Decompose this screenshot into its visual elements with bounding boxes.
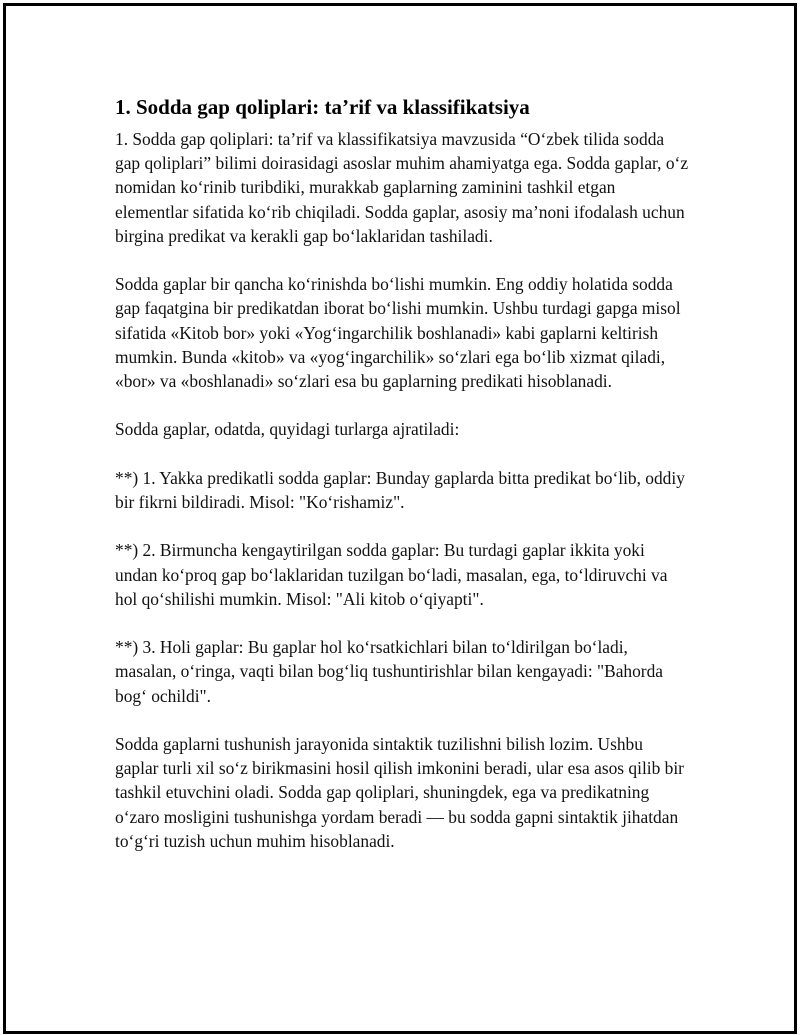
document-body	[115, 93, 690, 877]
list-item-type-2: **) 2. Birmuncha kengaytirilgan sodda gaplar: Bu turdagi gaplar ikkita yoki undan ko‘proq gap bo‘laklaridan tuzilgan bo‘ladi, masalan, ega, to‘ldiruvchi va hol qo‘shilishi mumkin. Misol: "Ali kitob o‘qiyapti".	[115, 540, 668, 609]
section-heading: 1. Sodda gap qoliplari: ta’rif va klassifikatsiya	[115, 95, 530, 119]
list-item-type-1: **) 1. Yakka predikatli sodda gaplar: Bunday gaplarda bitta predikat bo‘lib, oddiy bir fikrni bildiradi. Misol: "Ko‘rishamiz".	[115, 467, 685, 512]
paragraph-types-intro: Sodda gaplar, odatda, quyidagi turlarga ajratiladi:	[115, 419, 460, 440]
paragraph-conclusion: Sodda gaplarni tushunish jarayonida sintaktik tuzilishni bilish lozim. Ushbu gaplar turli xil so‘z birikmasini hosil qilish imkonini beradi, ular esa asos qilib bir tashkil etuvchini oladi. Sodda gap qoliplari, shuningdek, ega va predikatning o‘zaro mosligini tushunishga yordam beradi — bu sodda gapni sintaktik jihatdan to‘g‘ri tuzish uchun muhim hisoblanadi.	[115, 733, 684, 851]
paragraph-intro: 1. Sodda gap qoliplari: ta’rif va klassifikatsiya mavzusida “O‘zbek tilida sodda gap qoliplari” bilimi doirasidagi asoslar muhim ahamiyatga ega. Sodda gaplar, o‘z nomidan ko‘rinib turibdiki, murakkab gaplarning zaminini tashkil etgan elementlar sifatida ko‘rib chiqiladi. Sodda gaplar, asosiy ma’noni ifodalash uchun birgina predikat va kerakli gap bo‘laklaridan tashiladi.	[115, 129, 689, 246]
paragraph-forms: Sodda gaplar bir qancha ko‘rinishda bo‘lishi mumkin. Eng oddiy holatida sodda gap faqatgina bir predikatdan iborat bo‘lishi mumkin. Ushbu turdagi gapga misol sifatida «Kitob bor» yoki «Yog‘ingarchilik boshlanadi» kabi gaplarni keltirish mumkin. Bunda «kitob» va «yog‘ingarchilik» so‘zlari ega bo‘lib xizmat qiladi, «bor» va «boshlanadi» so‘zlari esa bu gaplarning predikati hisoblanadi.	[115, 274, 681, 392]
list-item-type-3: **) 3. Holi gaplar: Bu gaplar hol ko‘rsatkichlari bilan to‘ldirilgan bo‘ladi, masalan, o‘ringa, vaqti bilan bog‘liq tushuntirishlar bilan kengayadi: "Bahorda bog‘ ochildi".	[115, 637, 664, 706]
